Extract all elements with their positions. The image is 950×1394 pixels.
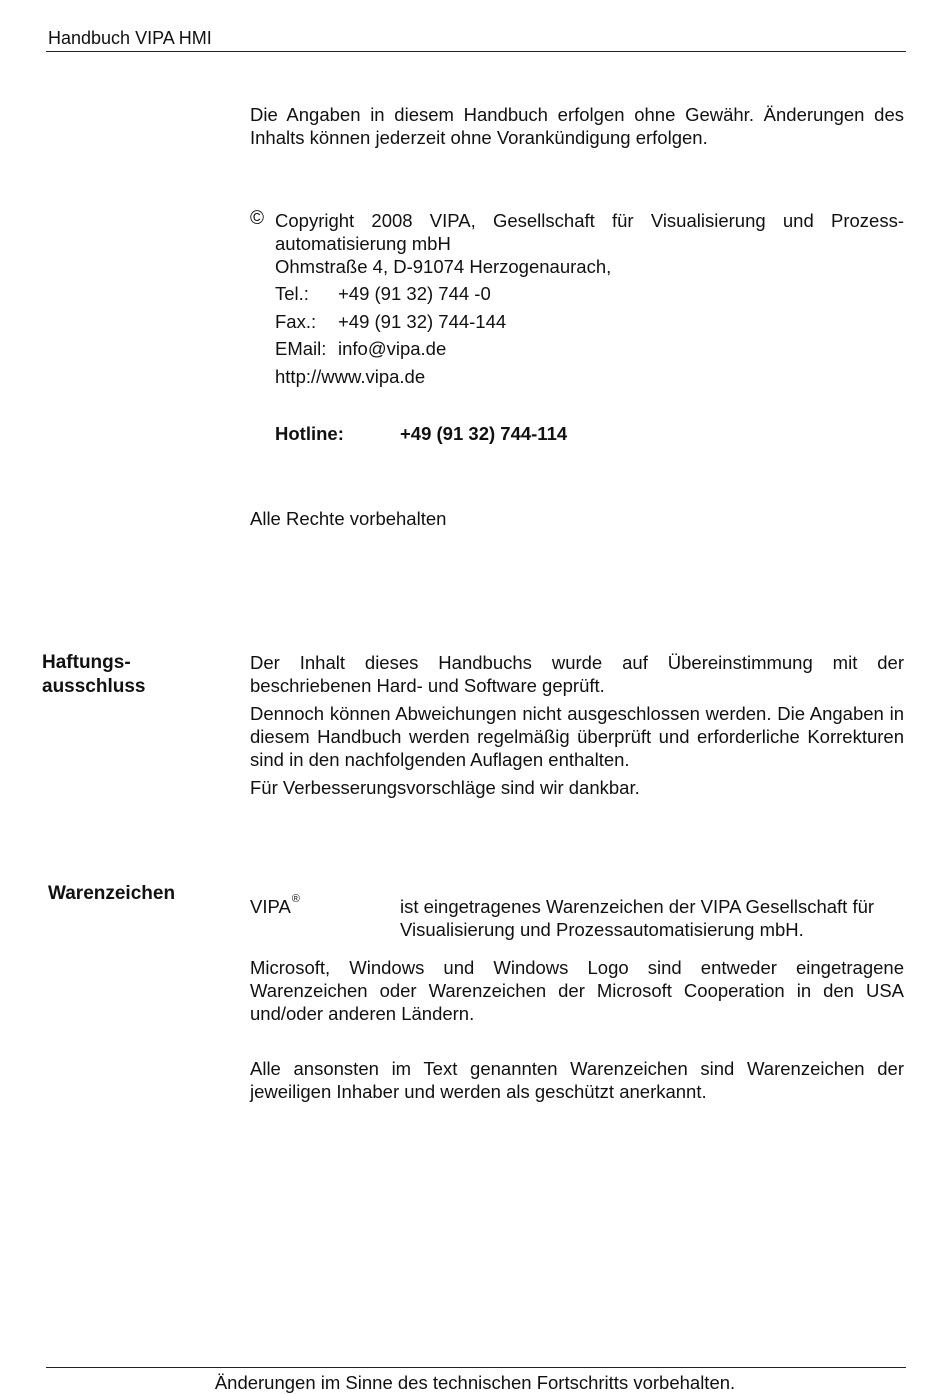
fax-label: Fax.: <box>275 311 317 332</box>
email-label: EMail: <box>275 338 327 359</box>
fax-value: +49 (91 32) 744-144 <box>338 311 507 332</box>
disclaimer-paragraph: Für Verbesserungsvorschläge sind wir dankbar. <box>250 777 640 798</box>
tel-value: +49 (91 32) 744 -0 <box>338 283 491 304</box>
email-link[interactable]: info@vipa.de <box>338 338 447 359</box>
page-header-title: Handbuch VIPA HMI <box>48 28 212 48</box>
website-link[interactable]: http://www.vipa.de <box>275 366 426 387</box>
copyright-text: Copyright 2008 VIPA, Gesellschaft für Visualisierung und Prozess-automatisierung mbH <box>275 210 904 254</box>
vipa-trademark-name <box>250 895 300 922</box>
footer-divider <box>46 1367 906 1368</box>
other-trademarks-text: Alle ansonsten im Text genannten Warenzeichen sind Warenzeichen der jeweiligen Inhaber und werden als geschützt anerkannt. <box>250 1058 904 1102</box>
trademarks-heading: Warenzeichen <box>48 883 176 904</box>
copyright-symbol: © <box>250 208 264 229</box>
tel-label: Tel.: <box>275 283 309 304</box>
microsoft-trademark-text: Microsoft, Windows und Windows Logo sind entweder eingetragene Warenzeichen oder Warenzeichen der Microsoft Cooperation in den USA und/oder anderen Ländern. <box>250 957 904 1024</box>
disclaimer-heading-line2: ausschluss <box>42 676 146 697</box>
registered-mark: ® <box>291 893 300 905</box>
rights-reserved: Alle Rechte vorbehalten <box>250 508 447 529</box>
disclaimer-heading <box>42 651 146 699</box>
disclaimer-paragraph: Der Inhalt dieses Handbuchs wurde auf Übereinstimmung mit der beschriebenen Hard- und Software geprüft. <box>250 652 904 696</box>
copyright-address: Ohmstraße 4, D-91074 Herzogenaurach, <box>275 256 612 277</box>
intro-paragraph: Die Angaben in diesem Handbuch erfolgen ohne Gewähr. Änderungen des Inhalts können jederzeit ohne Vorankündigung erfolgen. <box>250 104 904 148</box>
disclaimer-body <box>250 651 904 799</box>
header-divider <box>46 51 906 52</box>
vipa-name: VIPA <box>250 896 291 917</box>
hotline-label: Hotline: <box>275 423 344 444</box>
hotline-value: +49 (91 32) 744-114 <box>400 423 568 444</box>
vipa-trademark-text: ist eingetragenes Warenzeichen der VIPA Gesellschaft für Visualisierung und Prozessautomatisierung mbH. <box>400 896 875 940</box>
disclaimer-heading-line1: Haftungs- <box>42 652 131 673</box>
footer-text: Änderungen im Sinne des technischen Fortschritts vorbehalten. <box>214 1372 736 1393</box>
disclaimer-paragraph: Dennoch können Abweichungen nicht ausgeschlossen werden. Die Angaben in diesem Handbuch werden regelmäßig überprüft und erforderliche Korrekturen sind in den nachfolgenden Auflagen enthalten. <box>250 703 904 770</box>
